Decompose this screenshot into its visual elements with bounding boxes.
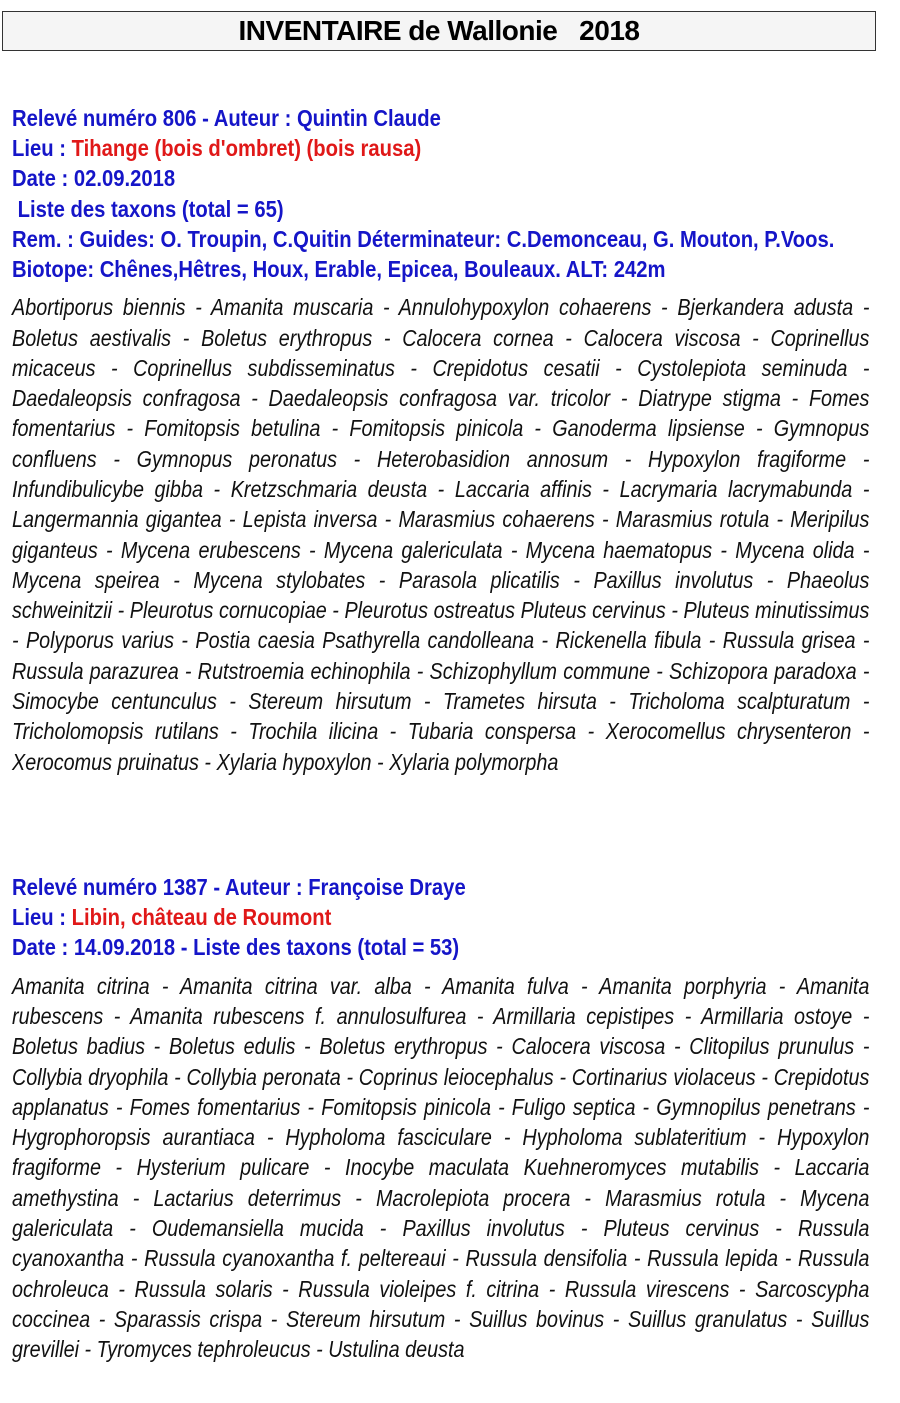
- remarks-line: Rem. : Guides: O. Troupin, C.Quitin Déterminateur: C.Demonceau, G. Mouton, P.Voos.: [12, 225, 835, 252]
- releve-1387: [12, 872, 870, 1364]
- biotope-line: Biotope: Chênes,Hêtres, Houx, Erable, Epicea, Bouleaux. ALT: 242m: [12, 256, 666, 283]
- taxa-count-line: Liste des taxons (total = 65): [12, 195, 284, 222]
- releve-806: [12, 103, 870, 777]
- lieu-value: Tihange (bois d'ombret) (bois rausa): [71, 135, 422, 162]
- releve-header: [12, 103, 870, 284]
- page-title-box: [2, 11, 876, 51]
- lieu-line: [12, 902, 870, 932]
- date-line: Date : 02.09.2018: [12, 165, 176, 192]
- releve-header: [12, 872, 870, 963]
- lieu-value: Libin, château de Roumont: [71, 904, 332, 931]
- lieu-label: Lieu :: [12, 904, 72, 931]
- releve-number-author: Relevé numéro 1387 - Auteur : Françoise Draye: [12, 874, 466, 900]
- taxa-list: Abortiporus biennis - Amanita muscaria - Annulohypoxylon cohaerens - Bjerkandera adusta - Boletus aestivalis - Boletus erythropus - Calocera cornea - Calocera viscosa - Coprinellus micaceus - Coprinellus subdisseminatus - Crepidotus cesatii - Cystolepiota seminuda - Daedaleopsis confragosa - Daedaleopsis confragosa var. tricolor - Diatrype stigma - Fomes fomentarius - Fomitopsis betulina - Fomitopsis pinicola - Ganoderma lipsiense - Gymnopus confluens - Gymnopus peronatus - Heterobasidion annosum - Hypoxylon fragiforme - Infundibulicybe gibba - Kretzschmaria deusta - Laccaria affinis - Lacrymaria lacrymabunda - Langermannia gigantea - Lepista inversa - Marasmius cohaerens - Marasmius rotula - Meripilus giganteus - Mycena erubescens - Mycena galericulata - Mycena haematopus - Mycena olida - Mycena speirea - Mycena stylobates - Parasola plicatilis - Paxillus involutus - Phaeolus schweinitzii - Pleurotus cornucopiae - Pleurotus ostreatus Pluteus cervinus - Pluteus minutissimus - Polyporus varius - Postia caesia Psathyrella candolleana - Rickenella fibula - Russula grisea - Russula parazurea - Rutstroemia echinophila - Schizophyllum commune - Schizopora paradoxa - Simocybe centunculus - Stereum hirsutum - Trametes hirsuta - Tricholoma scalpturatum - Tricholomopsis rutilans - Trochila ilicina - Tubaria conspersa - Xerocomellus chrysenteron - Xerocomus pruinatus - Xylaria hypoxylon - Xylaria polymorpha: [12, 294, 870, 775]
- releve-number-author: Relevé numéro 806 - Auteur : Quintin Claude: [12, 105, 441, 131]
- lieu-label: Lieu :: [12, 135, 72, 162]
- page-title: INVENTAIRE de Wallonie 2018: [238, 15, 640, 46]
- taxa-list: Amanita citrina - Amanita citrina var. alba - Amanita fulva - Amanita porphyria - Amanita rubescens - Amanita rubescens f. annulosulfurea - Armillaria cepistipes - Armillaria ostoye - Boletus badius - Boletus edulis - Boletus erythropus - Calocera viscosa - Clitopilus prunulus - Collybia dryophila - Collybia peronata - Coprinus leiocephalus - Cortinarius violaceus - Crepidotus applanatus - Fomes fomentarius - Fomitopsis pinicola - Fuligo septica - Gymnopilus penetrans - Hygrophoropsis aurantiaca - Hypholoma fasciculare - Hypholoma sublateritium - Hypoxylon fragiforme - Hysterium pulicare - Inocybe maculata Kuehneromyces mutabilis - Laccaria amethystina - Lactarius deterrimus - Macrolepiota procera - Marasmius rotula - Mycena galericulata - Oudemansiella mucida - Paxillus involutus - Pluteus cervinus - Russula cyanoxantha - Russula cyanoxantha f. peltereaui - Russula densifolia - Russula lepida - Russula ochroleuca - Russula solaris - Russula violeipes f. citrina - Russula virescens - Sarcoscypha coccinea - Sparassis crispa - Stereum hirsutum - Suillus bovinus - Suillus granulatus - Suillus grevillei - Tyromyces tephroleucus - Ustulina deusta: [12, 972, 870, 1363]
- lieu-line: [12, 133, 870, 163]
- date-line: Date : 14.09.2018 - Liste des taxons (total = 53): [12, 934, 460, 961]
